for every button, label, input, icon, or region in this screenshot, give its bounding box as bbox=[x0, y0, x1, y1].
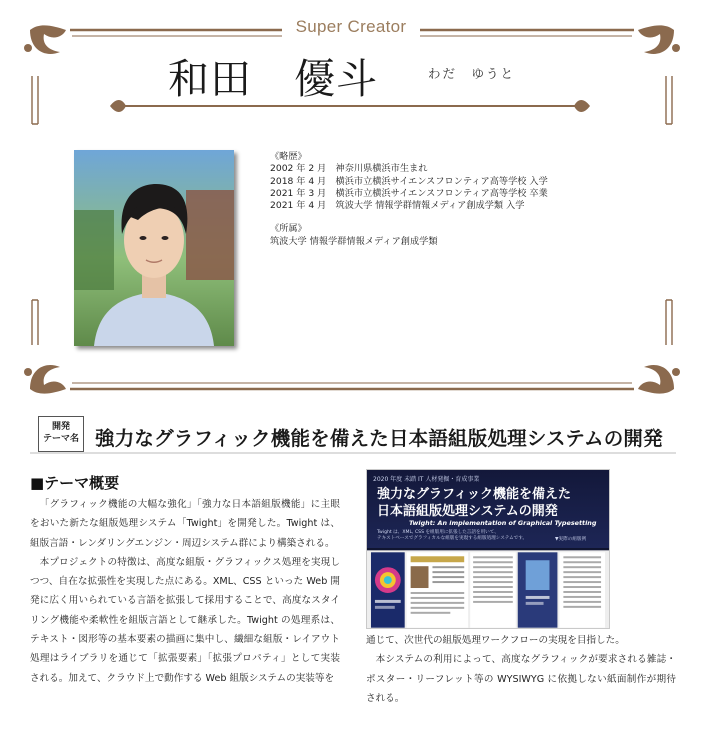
theme-label-line1: 開発 bbox=[51, 422, 70, 432]
magazine-title-line2: 日本語組版処理システムの開発 bbox=[377, 504, 558, 519]
career-heading: 《略歴》 bbox=[270, 151, 307, 162]
overview-paragraph: 「グラフィック機能の大幅な強化」「強力な日本語組版機能」に主眼をおいた新たな組版処理システム「Twight」を開発した。Twight は、組版言語・レンダリングエンジン・周辺システム群により構築される。 bbox=[30, 499, 340, 549]
career-item: 2021 年 3 月 横浜市立横浜サイエンスフロンティア高等学校 卒業 bbox=[270, 187, 548, 199]
portrait-photo bbox=[74, 150, 234, 346]
theme-label-line2: テーマ名 bbox=[42, 434, 79, 444]
affiliation-heading: 《所属》 bbox=[270, 223, 307, 235]
theme-label-box bbox=[38, 416, 84, 452]
career-item: 2002 年 2 月 神奈川県横浜市生まれ bbox=[270, 163, 428, 175]
magazine-description-line: Twight は、XML, CSS を組版用に拡張した言語を用いて、 bbox=[377, 530, 499, 535]
overview-body-right bbox=[366, 631, 676, 708]
magazine-pages-illustration bbox=[367, 550, 609, 629]
overview-paragraph: 本プロジェクトの特徴は、高度な組版・グラフィックス処理を実現しつつ、自在な拡張性を実現した点にある。XML、CSS といった Web 開発に広く用いられている言語を拡張して採用することで、高度なスタイリング機能や柔軟性を組版言語として継承した。Twight の処理系は、テキスト・図形等の基本要素の描画に集中し、繊細な組版・レイアウト処理はライブラリを通じて「拡張要素」「拡張プロパティ」として実装される。加えて、クラウド上で動作する Web 組版システムの実装等を bbox=[30, 556, 340, 684]
magazine-title-line1: 強力なグラフィック機能を備えた bbox=[377, 487, 571, 502]
overview-paragraph: 本システムの利用によって、高度なグラフィックが要求される雑誌・ポスター・リーフレット等の WYSIWYG に依拠しない紙面制作が期待される。 bbox=[366, 654, 676, 704]
overview-body-left bbox=[30, 495, 340, 688]
super-creator-label: Super Creator bbox=[282, 17, 420, 37]
magazine-description bbox=[377, 530, 527, 542]
overview-paragraph: 通じて、次世代の組版処理ワークフローの実現を目指した。 bbox=[366, 635, 625, 646]
career-item: 2021 年 4 月 筑波大学 情報学群情報メディア創成学類 入学 bbox=[270, 200, 525, 212]
career-item: 2018 年 4 月 横浜市立横浜サイエンスフロンティア高等学校 入学 bbox=[270, 175, 548, 187]
creator-name-reading: わだ ゆうと bbox=[428, 66, 516, 81]
magazine-subtitle: Twight: An implementation of Graphical Typesetting bbox=[409, 519, 597, 527]
overview-heading: ■テーマ概要 bbox=[30, 474, 120, 492]
magazine-description-line: テキストベースでグラフィカルな組版を実現する組版処理システムです。 bbox=[377, 536, 528, 541]
theme-title: 強力なグラフィック機能を備えた日本語組版処理システムの開発 bbox=[95, 427, 663, 450]
magazine-kicker: 2020 年度 未踏 IT 人材発掘・育成事業 bbox=[373, 476, 480, 483]
affiliation-text: 筑波大学 情報学群情報メディア創成学類 bbox=[270, 235, 438, 247]
creator-name: 和田 優斗 bbox=[168, 55, 378, 103]
magazine-spread-image bbox=[366, 469, 610, 629]
magazine-example-caption: ▼実際の組版例 bbox=[555, 537, 587, 542]
biography bbox=[270, 151, 548, 248]
